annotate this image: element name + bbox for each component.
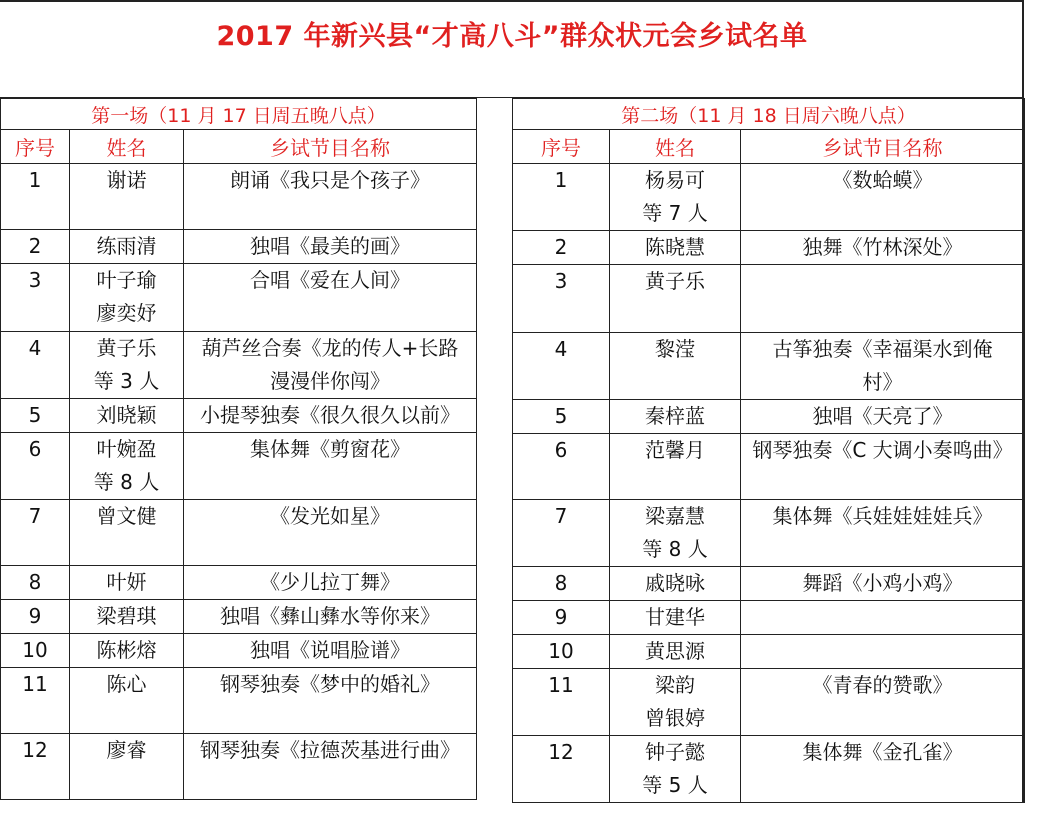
program-title xyxy=(741,265,1025,333)
program-title xyxy=(741,601,1025,635)
performer-name xyxy=(70,668,184,734)
table-row xyxy=(513,567,1025,601)
program-title-line: 《少儿拉丁舞》 xyxy=(260,570,400,594)
performer-name xyxy=(610,601,741,635)
program-title xyxy=(184,399,477,433)
performer-name-line: 刘晓颖 xyxy=(96,403,157,427)
table-row xyxy=(1,500,477,566)
performer-name-line: 等 5 人 xyxy=(642,773,708,797)
row-number: 12 xyxy=(1,734,70,800)
row-number: 10 xyxy=(513,635,610,669)
performer-name xyxy=(70,500,184,566)
performer-name xyxy=(70,164,184,230)
program-title-line: 钢琴独奏《梦中的婚礼》 xyxy=(220,672,440,696)
performer-name-line: 等 8 人 xyxy=(93,470,160,494)
performer-name-line: 陈心 xyxy=(106,672,147,696)
performer-name xyxy=(70,734,184,800)
performer-name-line: 杨易可 xyxy=(645,168,705,192)
performer-name xyxy=(610,333,741,400)
table-row xyxy=(513,500,1025,567)
performer-name xyxy=(610,669,741,736)
row-number: 5 xyxy=(1,399,70,433)
program-title-line: 独舞《竹林深处》 xyxy=(802,235,963,259)
header-number: 序号 xyxy=(513,130,610,164)
performer-name-line: 梁嘉慧 xyxy=(645,504,705,528)
row-number: 10 xyxy=(1,634,70,668)
program-title-line: 朗诵《我只是个孩子》 xyxy=(230,168,430,192)
program-title xyxy=(184,230,477,264)
program-title-line: 漫漫伴你闯》 xyxy=(270,369,390,393)
header-program: 乡试节目名称 xyxy=(741,130,1025,164)
title-box xyxy=(0,0,1024,98)
row-number: 1 xyxy=(1,164,70,230)
program-title xyxy=(741,333,1025,400)
program-title-line: 独唱《说唱脸谱》 xyxy=(250,638,410,662)
program-title xyxy=(741,400,1025,434)
row-number: 6 xyxy=(1,433,70,500)
performer-name-line: 谢诺 xyxy=(106,168,147,192)
performer-name xyxy=(70,399,184,433)
session-2-title: 第二场（11 月 18 日周六晚八点） xyxy=(513,99,1025,130)
table-row xyxy=(513,333,1025,400)
row-number: 3 xyxy=(513,265,610,333)
table-row xyxy=(1,264,477,332)
header-name: 姓名 xyxy=(610,130,741,164)
program-title xyxy=(741,434,1025,500)
performer-name xyxy=(70,264,184,332)
program-title xyxy=(741,669,1025,736)
performer-name xyxy=(610,500,741,567)
row-number: 8 xyxy=(513,567,610,601)
program-title xyxy=(184,332,477,399)
row-number: 1 xyxy=(513,164,610,231)
table-row xyxy=(1,230,477,264)
program-title xyxy=(184,164,477,230)
program-title xyxy=(184,668,477,734)
performer-name xyxy=(610,164,741,231)
program-title xyxy=(184,566,477,600)
table-row xyxy=(1,668,477,734)
program-title-line: 村》 xyxy=(862,370,903,394)
row-number: 11 xyxy=(513,669,610,736)
table-row xyxy=(1,164,477,230)
performer-name-line: 黄思源 xyxy=(645,639,705,663)
performer-name xyxy=(70,433,184,500)
performer-name xyxy=(610,736,741,803)
page-title: 2017 年新兴县“才高八斗”群众状元会乡试名单 xyxy=(216,21,808,52)
program-title xyxy=(184,634,477,668)
table-row xyxy=(513,669,1025,736)
program-title-line: 钢琴独奏《C 大调小奏鸣曲》 xyxy=(752,438,1013,462)
table-row xyxy=(513,635,1025,669)
program-title xyxy=(741,500,1025,567)
performer-name-line: 叶婉盈 xyxy=(96,437,157,461)
program-title-line: 独唱《彝山彝水等你来》 xyxy=(220,604,440,628)
performer-name xyxy=(610,567,741,601)
table-row xyxy=(513,231,1025,265)
performer-name-line: 等 8 人 xyxy=(642,537,708,561)
program-title-line: 集体舞《剪窗花》 xyxy=(250,437,410,461)
row-number: 5 xyxy=(513,400,610,434)
program-title-line: 集体舞《兵娃娃娃娃兵》 xyxy=(772,504,993,528)
program-title xyxy=(741,635,1025,669)
row-number: 4 xyxy=(513,333,610,400)
table-row xyxy=(1,634,477,668)
table-row xyxy=(1,600,477,634)
performer-name-line: 等 3 人 xyxy=(93,369,160,393)
performer-name xyxy=(610,231,741,265)
performer-name-line: 范馨月 xyxy=(645,438,705,462)
program-title-line: 钢琴独奏《拉德茨基进行曲》 xyxy=(200,738,460,762)
program-title-line: 古筝独奏《幸福渠水到俺 xyxy=(772,337,993,361)
row-number: 7 xyxy=(1,500,70,566)
header-name: 姓名 xyxy=(70,130,184,164)
performer-name xyxy=(610,434,741,500)
table-row xyxy=(513,434,1025,500)
performer-name xyxy=(70,332,184,399)
row-number: 11 xyxy=(1,668,70,734)
row-number: 3 xyxy=(1,264,70,332)
performer-name xyxy=(70,566,184,600)
program-title xyxy=(184,500,477,566)
program-title xyxy=(184,600,477,634)
row-number: 7 xyxy=(513,500,610,567)
row-number: 4 xyxy=(1,332,70,399)
performer-name xyxy=(70,230,184,264)
table-row xyxy=(1,734,477,800)
program-title-line: 独唱《天亮了》 xyxy=(812,404,953,428)
performer-name-line: 陈晓慧 xyxy=(645,235,705,259)
program-title-line: 合唱《爱在人间》 xyxy=(250,268,410,292)
performer-name-line: 黎滢 xyxy=(655,337,695,361)
program-title-line: 独唱《最美的画》 xyxy=(250,234,410,258)
performer-name xyxy=(610,400,741,434)
performer-name xyxy=(70,600,184,634)
session-2-table xyxy=(512,98,1025,803)
header-program: 乡试节目名称 xyxy=(184,130,477,164)
performer-name-line: 练雨清 xyxy=(96,234,157,258)
table-row xyxy=(513,736,1025,803)
row-number: 9 xyxy=(1,600,70,634)
program-title-line: 集体舞《金孔雀》 xyxy=(802,740,963,764)
performer-name-line: 秦梓蓝 xyxy=(645,404,705,428)
header-number: 序号 xyxy=(1,130,70,164)
program-title xyxy=(184,433,477,500)
program-title-line: 葫芦丝合奏《龙的传人+长路 xyxy=(201,336,459,360)
performer-name-line: 廖奕妤 xyxy=(96,301,157,325)
performer-name-line: 等 7 人 xyxy=(642,201,708,225)
program-title-line: 《青春的赞歌》 xyxy=(812,673,953,697)
session-1-table xyxy=(0,98,477,800)
performer-name-line: 梁碧琪 xyxy=(96,604,157,628)
row-number: 9 xyxy=(513,601,610,635)
program-title-line: 《数蛤蟆》 xyxy=(832,168,933,192)
row-number: 8 xyxy=(1,566,70,600)
table-row xyxy=(513,601,1025,635)
program-title xyxy=(741,736,1025,803)
performer-name xyxy=(70,634,184,668)
table-row xyxy=(1,566,477,600)
performer-name-line: 梁韵 xyxy=(655,673,695,697)
performer-name-line: 黄子乐 xyxy=(96,336,157,360)
performer-name xyxy=(610,635,741,669)
table-row xyxy=(513,265,1025,333)
performer-name-line: 甘建华 xyxy=(645,605,705,629)
program-title xyxy=(184,734,477,800)
table-row xyxy=(513,400,1025,434)
program-title xyxy=(741,164,1025,231)
program-title-line: 舞蹈《小鸡小鸡》 xyxy=(802,571,963,595)
performer-name-line: 陈彬熔 xyxy=(96,638,157,662)
row-number: 2 xyxy=(513,231,610,265)
program-title xyxy=(184,264,477,332)
row-number: 12 xyxy=(513,736,610,803)
performer-name-line: 曾银婷 xyxy=(645,706,705,730)
performer-name-line: 叶子瑜 xyxy=(96,268,157,292)
program-title xyxy=(741,567,1025,601)
performer-name-line: 廖睿 xyxy=(106,738,147,762)
table-row xyxy=(1,399,477,433)
table-row xyxy=(1,332,477,399)
performer-name-line: 叶妍 xyxy=(106,570,147,594)
table-row xyxy=(513,164,1025,231)
table-row xyxy=(1,433,477,500)
performer-name-line: 戚晓咏 xyxy=(645,571,705,595)
performer-name-line: 黄子乐 xyxy=(645,269,705,293)
performer-name-line: 钟子懿 xyxy=(645,740,705,764)
program-title xyxy=(741,231,1025,265)
row-number: 6 xyxy=(513,434,610,500)
performer-name xyxy=(610,265,741,333)
program-title-line: 小提琴独奏《很久很久以前》 xyxy=(200,403,460,427)
row-number: 2 xyxy=(1,230,70,264)
performer-name-line: 曾文健 xyxy=(96,504,157,528)
program-title-line: 《发光如星》 xyxy=(270,504,390,528)
session-1-title: 第一场（11 月 17 日周五晚八点） xyxy=(1,99,477,130)
